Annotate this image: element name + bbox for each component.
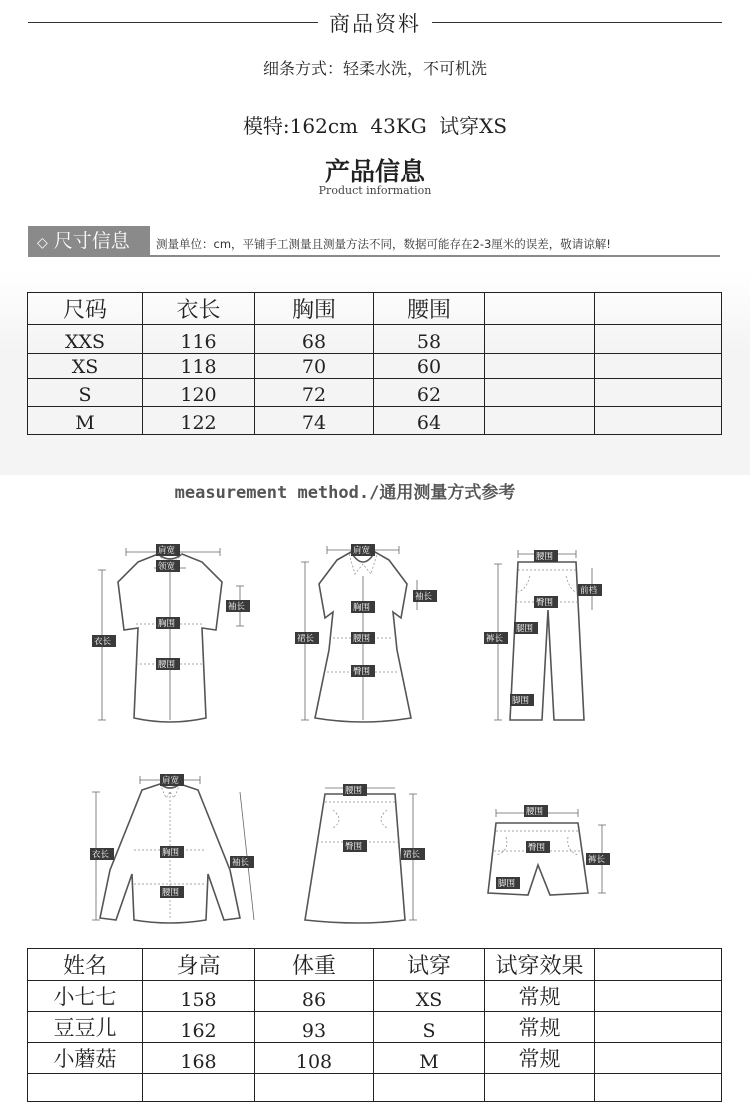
dress-sleeve-label: 袖长 (415, 592, 433, 602)
pants-thigh-label: 腿围 (516, 624, 534, 634)
tryon-cell: 86 (255, 981, 374, 1012)
size-table-header-row (28, 293, 722, 325)
shorts-hem-label: 脚围 (498, 879, 516, 889)
table-row (28, 407, 722, 435)
size-cell: 64 (374, 407, 485, 435)
tryon-cell (595, 981, 722, 1012)
tryon-cell (255, 1074, 374, 1102)
header-title-wrap (0, 8, 750, 38)
size-cell: 122 (143, 407, 255, 435)
shirt-shoulder-label: 肩宽 (162, 776, 180, 786)
shorts-hip-label: 臀围 (528, 843, 546, 853)
tryon-cell (485, 1074, 595, 1102)
tryon-header-cell: 试穿 (374, 949, 485, 981)
tryon-cell (595, 1074, 722, 1102)
size-header-cell: 衣长 (143, 293, 255, 325)
size-header-cell (595, 293, 722, 325)
size-cell (485, 354, 595, 379)
tryon-cell: 豆豆儿 (28, 1012, 143, 1043)
wash-instructions: 细条方式：轻柔水洗，不可机洗 (262, 59, 487, 78)
size-header-cell: 胸围 (255, 293, 374, 325)
dress-shoulder-label: 肩宽 (353, 546, 371, 556)
tryon-table (27, 948, 722, 1102)
diamond-icon: ◇ (37, 235, 48, 251)
dress-chest-label: 胸围 (353, 603, 371, 613)
size-cell (485, 379, 595, 407)
tryon-cell: 小七七 (28, 981, 143, 1012)
size-cell: 120 (143, 379, 255, 407)
tshirt-diagram (90, 540, 260, 730)
tryon-cell: 93 (255, 1012, 374, 1043)
skirt-hip-label: 臀围 (345, 842, 363, 852)
size-cell: XXS (28, 325, 143, 354)
size-cell (485, 407, 595, 435)
shirt-diagram (90, 770, 260, 930)
shorts-waist-label: 腰围 (526, 807, 544, 817)
tryon-cell: 158 (143, 981, 255, 1012)
size-cell: 118 (143, 354, 255, 379)
tryon-cell: 常规 (485, 981, 595, 1012)
shirt-chest-label: 胸围 (162, 848, 180, 858)
table-row (28, 1043, 722, 1074)
size-cell (485, 325, 595, 354)
pants-hem-label: 脚围 (512, 696, 530, 706)
size-cell: 74 (255, 407, 374, 435)
table-row (28, 325, 722, 354)
skirt-length-label: 裙长 (403, 850, 421, 860)
tryon-cell: XS (374, 981, 485, 1012)
tryon-cell: M (374, 1043, 485, 1074)
tryon-cell: 108 (255, 1043, 374, 1074)
size-cell: XS (28, 354, 143, 379)
size-cell (595, 407, 722, 435)
tryon-cell: 常规 (485, 1012, 595, 1043)
size-header-cell: 腰围 (374, 293, 485, 325)
pants-length-label: 裤长 (486, 634, 504, 644)
table-row (28, 1074, 722, 1102)
size-section-tag-label: 尺寸信息 (53, 230, 130, 252)
tryon-header-cell: 试穿效果 (485, 949, 595, 981)
size-cell: M (28, 407, 143, 435)
shirt-sleeve-label: 袖长 (232, 858, 250, 868)
size-cell (595, 325, 722, 354)
tryon-cell (143, 1074, 255, 1102)
shorts-diagram (480, 795, 620, 905)
size-cell: 70 (255, 354, 374, 379)
tshirt-sleeve-label: 袖长 (228, 602, 246, 612)
table-row (28, 981, 722, 1012)
tryon-header-cell: 身高 (143, 949, 255, 981)
tryon-header-cell (595, 949, 722, 981)
pants-waist-label: 腰围 (536, 552, 554, 562)
tshirt-waist-label: 腰围 (158, 660, 176, 670)
product-info-title: 产品信息 (324, 157, 425, 186)
size-cell: 72 (255, 379, 374, 407)
tryon-cell (374, 1074, 485, 1102)
tryon-header-cell: 体重 (255, 949, 374, 981)
shorts-length-label: 裤长 (588, 855, 606, 865)
tryon-cell: 小蘑菇 (28, 1043, 143, 1074)
tshirt-collar-label: 领宽 (158, 562, 176, 572)
tshirt-chest-label: 胸围 (158, 619, 176, 629)
tryon-cell (595, 1012, 722, 1043)
size-cell: 58 (374, 325, 485, 354)
tryon-cell: 168 (143, 1043, 255, 1074)
tryon-table-header-row (28, 949, 722, 981)
dress-waist-label: 腰围 (353, 634, 371, 644)
tryon-cell: 常规 (485, 1043, 595, 1074)
shirt-length-label: 衣长 (92, 850, 110, 860)
tryon-cell (595, 1043, 722, 1074)
size-cell: S (28, 379, 143, 407)
header-title: 商品资料 (319, 12, 431, 36)
dress-length-label: 裙长 (297, 634, 315, 644)
size-cell: 116 (143, 325, 255, 354)
table-row (28, 354, 722, 379)
pants-diagram (480, 540, 610, 730)
size-section-tag (28, 226, 150, 256)
skirt-diagram (295, 780, 435, 930)
pants-rise-label: 前档 (580, 586, 598, 596)
size-cell: 62 (374, 379, 485, 407)
size-header-cell (485, 293, 595, 325)
size-cell: 60 (374, 354, 485, 379)
tshirt-shoulder-label: 肩宽 (158, 546, 176, 556)
tryon-cell: 162 (143, 1012, 255, 1043)
shirt-waist-label: 腰围 (162, 888, 180, 898)
dress-diagram (293, 540, 443, 730)
size-section-underline (28, 255, 720, 257)
size-cell (595, 354, 722, 379)
table-row (28, 1012, 722, 1043)
table-row (28, 379, 722, 407)
tryon-header-cell: 姓名 (28, 949, 143, 981)
size-header-cell: 尺码 (28, 293, 143, 325)
size-section-bar (28, 226, 720, 256)
tshirt-length-label: 衣长 (94, 637, 112, 647)
product-info-subtitle: Product information (318, 184, 432, 197)
dress-hip-label: 臀围 (353, 667, 371, 677)
size-cell: 68 (255, 325, 374, 354)
measurement-method-title: measurement method./通用测量方式参考 (174, 483, 516, 503)
size-section-note: 测量单位：cm，平铺手工测量且测量方法不同，数据可能存在2-3厘米的误差，敬请谅解! (156, 237, 611, 251)
size-table (27, 292, 722, 435)
size-cell (595, 379, 722, 407)
tryon-cell (28, 1074, 143, 1102)
model-info: 模特:162cm 43KG 试穿XS (242, 114, 508, 138)
pants-hip-label: 臀围 (536, 598, 554, 608)
skirt-waist-label: 腰围 (345, 786, 363, 796)
tryon-cell: S (374, 1012, 485, 1043)
